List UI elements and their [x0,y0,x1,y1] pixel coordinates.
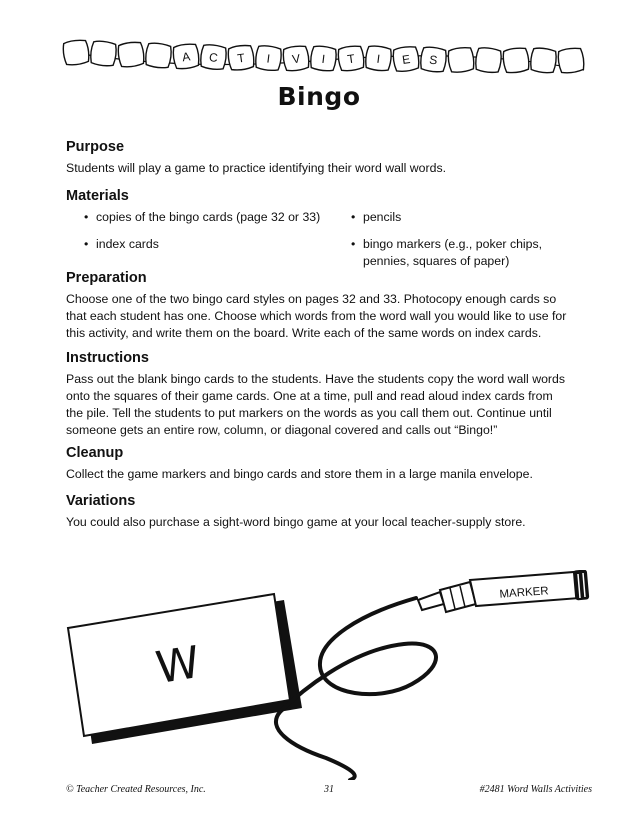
banner-letter-flag [282,45,310,72]
cleanup-section [66,444,596,483]
banner-letter-flag [255,45,283,72]
footer-page-number: 31 [324,784,334,795]
preparation-section [66,269,596,342]
banner-blank-flag [447,46,475,73]
materials-item: • bingo markers (e.g., poker chips, pennies, squares of paper) [351,237,543,268]
banner-letter: C [208,50,219,66]
variations-section [66,492,596,531]
banner-letter: I [320,51,326,67]
banner-letter-flag [227,44,255,71]
purpose-heading: Purpose [66,139,125,155]
marker-cap [573,570,590,600]
banner-blank-flag [475,47,503,74]
banner-letter: T [236,50,246,66]
banner-blank-flag [530,47,558,74]
banner-letter: E [401,52,412,68]
banner-letter: V [291,51,302,67]
banner-blank-flag [62,39,90,66]
banner-blank-flag [145,42,173,69]
instructions-section [66,349,596,439]
banner-letter: I [375,51,381,67]
variations-text: You could also purchase a sight-word bingo game at your local teacher-supply store. [66,515,526,529]
materials-item: • pencils [351,210,402,224]
banner-blank-flag [502,47,530,74]
card-letter: W [152,636,204,695]
banner-blank-flag [117,41,145,68]
footer-book-title: #2481 Word Walls Activities [479,784,592,795]
purpose-text: Students will play a game to practice identifying their word wall words. [66,161,447,175]
marker-label: MARKER [499,585,550,601]
banner-letter: T [346,51,356,67]
variations-heading: Variations [66,493,136,509]
preparation-text: Choose one of the two bingo card styles on pages 32 and 33. Photocopy enough cards so that each student has one. Choose which words from the word wall you would like to use for this activity, and write them on the board. Write each of the same words on index cards. [66,292,567,340]
banner-blank-flag [557,47,585,74]
banner-letter-flag [365,45,393,72]
materials-item: • index cards [84,237,159,251]
banner-letter-flag [420,46,448,73]
footer-copyright: © Teacher Created Resources, Inc. [66,784,206,795]
banner-letter: I [265,51,271,66]
marker-tip [418,592,444,610]
page-footer [66,784,592,798]
index-card-and-marker-illustration [0,570,638,780]
banner-blank-flag [90,40,118,67]
marker-cord [276,598,436,780]
banner-letter-flag [310,45,338,72]
materials-item: • copies of the bingo cards (page 32 or 33) [84,210,321,224]
purpose-section [66,138,596,177]
materials-heading: Materials [66,188,129,204]
page-title: Bingo [277,82,361,111]
banner-letter-flag [200,44,228,71]
instructions-text: Pass out the blank bingo cards to the students. Have the students copy the word wall words onto the squares of their game cards. One at a time, pull and read aloud index cards from the pile. Tell the students to put markers on the words as you call them out. Continue until someone gets an entire row, column, or diagonal covered and calls out “Bingo!” [66,372,565,437]
banner-letter-flag [337,45,365,72]
preparation-heading: Preparation [66,270,147,286]
banner-letter-flag [392,45,420,72]
cleanup-heading: Cleanup [66,445,124,461]
materials-section [66,187,596,267]
banner-letter: A [181,49,192,65]
banner-letter-flag [172,43,200,70]
cleanup-text: Collect the game markers and bingo cards and store them in a large manila envelope. [66,467,533,481]
banner-letter: S [428,52,439,68]
instructions-heading: Instructions [66,350,149,366]
